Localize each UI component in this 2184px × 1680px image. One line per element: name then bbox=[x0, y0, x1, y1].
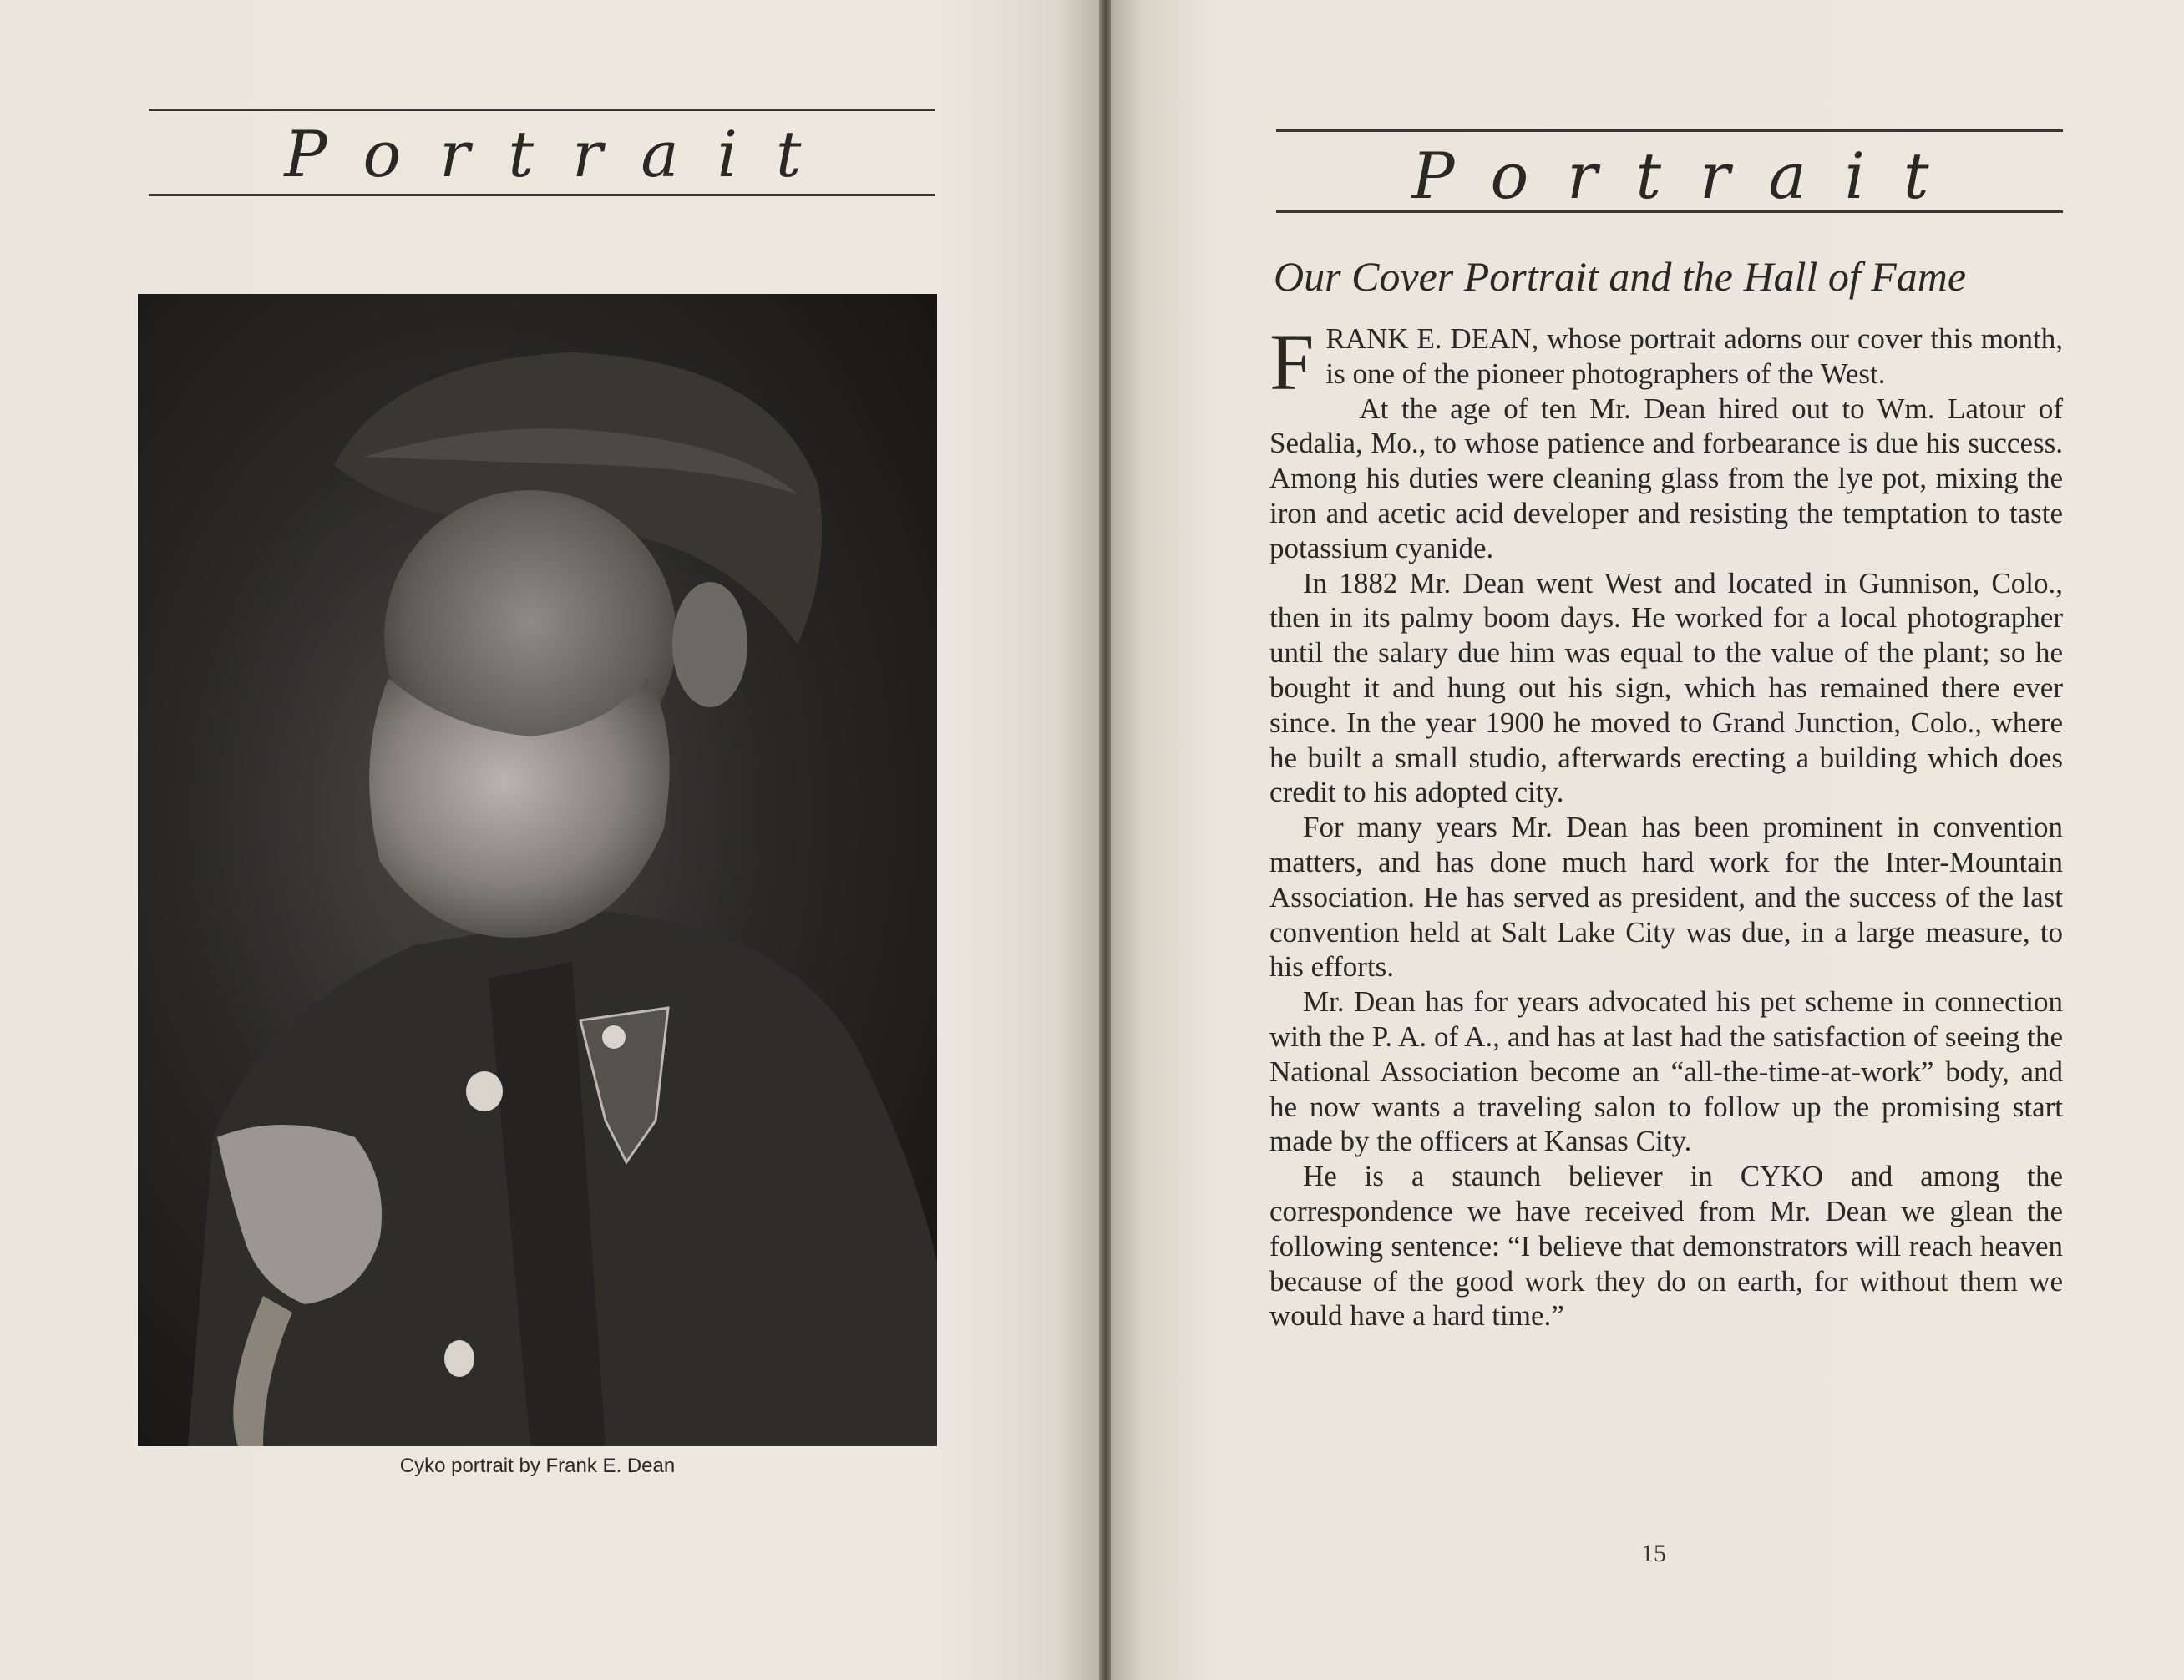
header-rule-top bbox=[149, 109, 935, 111]
photo-caption: Cyko portrait by Frank E. Dean bbox=[399, 1455, 676, 1477]
header-rule-bottom bbox=[149, 194, 935, 196]
header-rule-top bbox=[1276, 129, 2063, 132]
article-paragraph: In 1882 Mr. Dean went West and located in Gunnison, Colo., then in its palmy boom days. He worked for a local photographer until the salary due him was equal to the value of the plant; so he bought it and hung out his sign, which has remained there ever since. In the year 1900 he moved to Grand Junction, Colo., where he built a small studio, afterwards erecting a building which does credit to his adopted city. bbox=[1269, 566, 2063, 809]
article-paragraph: FRANK E. DEAN, whose portrait adorns our cover this month, is one of the pioneer photographers of the West. bbox=[1269, 317, 2063, 407]
article-paragraph: Mr. Dean has for years advocated his pet scheme in connection with the P. A. of A., and has at last had the satisfaction of seeing the National Association become an “all-the-time-at-work” body, and he now wants a traveling salon to follow up the promising start made by the officers at Kansas City. bbox=[1269, 985, 2063, 1158]
article-body bbox=[1269, 317, 2063, 1333]
page-number: 15 bbox=[1641, 1540, 1666, 1567]
article-paragraph: For many years Mr. Dean has been prominent in convention matters, and has done much hard work for the Inter-Mountain Association. He has served as president, and the success of the last convention held at Salt Lake City was due, in a large measure, to his efforts. bbox=[1269, 811, 2063, 984]
article-paragraph: He is a staunch believer in CYKO and among the correspondence we have received from Mr. Dean we glean the following sentence: “I believe that demonstrators will reach heaven because of the good work they do on earth, for without them we would have a hard time.” bbox=[1269, 1160, 2063, 1333]
portrait-photo bbox=[138, 294, 937, 1446]
article-paragraph: At the age of ten Mr. Dean hired out to Wm. Latour of Sedalia, Mo., to whose patience and forbearance is due his success. Among his duties were cleaning glass from the lye pot, mixing the iron and acetic acid developer and resisting the temptation to taste potassium cyanide. bbox=[1269, 392, 2063, 564]
drop-cap: F bbox=[1269, 317, 1315, 407]
page-header-title: Portrait bbox=[1411, 139, 1968, 213]
ear-shape bbox=[672, 582, 747, 707]
coat-button-icon bbox=[444, 1340, 474, 1377]
portrait-illustration bbox=[138, 294, 937, 1446]
article-title: Our Cover Portrait and the Hall of Fame bbox=[1274, 253, 1967, 300]
coat-button-icon bbox=[466, 1071, 503, 1111]
page-header-title: Portrait bbox=[284, 117, 840, 191]
header-rule-bottom bbox=[1276, 210, 2063, 213]
